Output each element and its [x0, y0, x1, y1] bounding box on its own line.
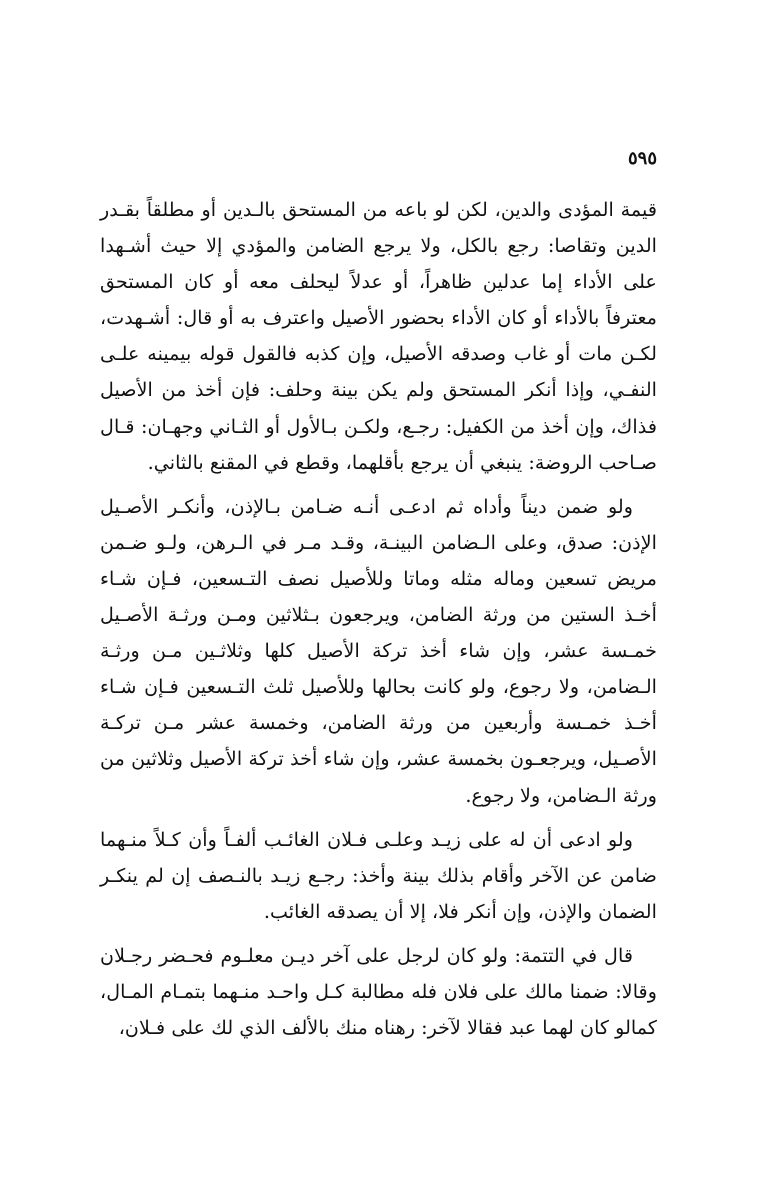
page-number: ٥٩٥ — [627, 148, 657, 169]
page-body — [100, 192, 657, 1054]
book-page — [100, 140, 657, 1040]
paragraph-1: قيمة المؤدى والدين، لكن لو باعه من المستحق بالـدين أو مطلقاً بقـدر الدين وتقاصا: رجع بالكل، ولا يرجع الضامن والمؤدي إلا حيث أشـهدا على الأداء إما عدلين ظاهراً، أو عدلاً ليحلف معه أو كان المستحق معترفاً بالأداء أو كان الأداء بحضور الأصيل واعترف به أو قال: أشـهدت، لكـن مات أو غاب وصدقه الأصيل، وإن كذبه فالقول قوله بيمينه علـى النفـي، وإذا أنكر المستحق ولم يكن بينة وحلف: فإن أخذ من الأصيل فذاك، وإن أخذ من الكفيل: رجـع، ولكـن بـالأول أو الثـاني وجهـان: قـال صـاحب الروضة: ينبغي أن يرجع بأقلهما، وقطع في المقنع بالثاني. — [100, 198, 657, 474]
paragraph-3: ولو ادعى أن له على زيـد وعلـى فـلان الغائـب ألفـاً وأن كـلاً منـهما ضامن عن الآخر وأقام بذلك بينة وأخذ: رجـع زيـد بالنـصف إن لم ينكـر الضمان والإذن، وإن أنكر فلا، إلا أن يصدقه الغائب. — [100, 827, 657, 923]
paragraph-2: ولو ضمن ديناً وأداه ثم ادعـى أنـه ضـامن بـالإذن، وأنكـر الأصـيل الإذن: صدق، وعلى الـضامن البينـة، وقـد مـر في الـرهن، ولـو ضـمن مريض تسعين وماله مثله وماتا وللأصيل نصف التـسعين، فـإن شـاء أخـذ الستين من ورثة الضامن، ويرجعون بـثلاثين ومـن ورثـة الأصـيل خمـسة عشر، وإن شاء أخذ تركة الأصيل كلها وثلاثـين مـن ورثـة الـضامن، ولا رجوع، ولو كانت بحالها وللأصيل ثلث التـسعين فـإن شـاء أخـذ خمـسة وأربعين من ورثة الضامن، وخمسة عشر مـن تركـة الأصـيل، ويرجعـون بخمسة عشر، وإن شاء أخذ تركة الأصيل وثلاثين من ورثة الـضامن، ولا رجوع. — [100, 494, 657, 807]
paragraph-4: قال في التتمة: ولو كان لرجل على آخر ديـن معلـوم فحـضر رجـلان وقالا: ضمنا مالك على فلان فله مطالبة كـل واحـد منـهما بتمـام المـال، كمالو كان لهما عبد فقالا لآخر: رهناه منك بالألف الذي لك على فـلان، — [100, 943, 657, 1040]
